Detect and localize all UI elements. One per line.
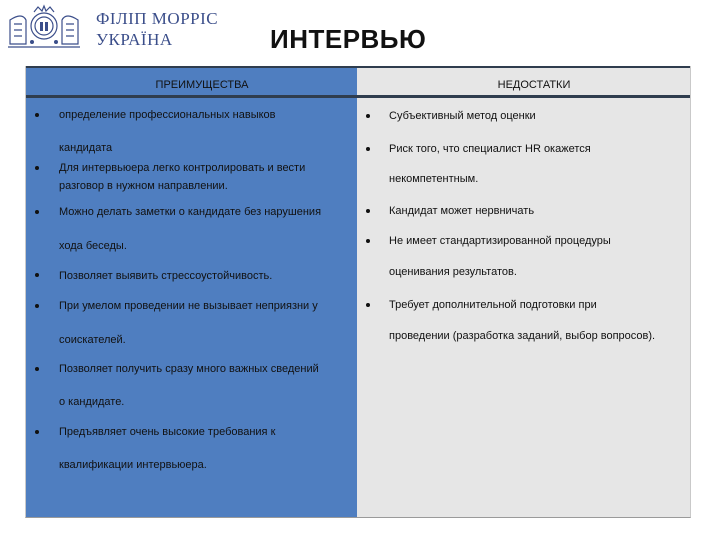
- header-rule: [26, 95, 690, 98]
- cons-header: НЕДОСТАТКИ: [497, 79, 571, 91]
- pros-line: определение профессиональных навыков: [59, 109, 276, 121]
- pros-line: разговор в нужном направлении.: [59, 180, 228, 192]
- logo-wordmark: [96, 8, 218, 50]
- cons-line: Субъективный метод оценки: [389, 110, 536, 122]
- pros-header: ПРЕИМУЩЕСТВА: [155, 79, 249, 91]
- cons-bullet: [366, 303, 370, 307]
- pros-line: соискателей.: [59, 334, 126, 346]
- company-logo: [4, 4, 219, 54]
- pros-line: хода беседы.: [59, 240, 127, 252]
- pros-line: При умелом проведении не вызывает неприязни у: [59, 300, 318, 312]
- pros-bullet: [35, 304, 39, 308]
- pros-line: Для интервьюера легко контролировать и вести: [59, 162, 306, 174]
- cons-line: Риск того, что специалист HR окажется: [389, 143, 591, 155]
- cons-line: оценивания результатов.: [389, 266, 517, 278]
- cons-line: проведении (разработка заданий, выбор вопросов).: [389, 330, 656, 342]
- pros-bullet: [35, 113, 39, 117]
- pros-line: квалификации интервьюера.: [59, 459, 207, 471]
- pros-bullet: [35, 430, 39, 434]
- cons-line: Кандидат может нервничать: [389, 205, 535, 217]
- cons-bullet: [366, 114, 370, 118]
- pros-bullet: [35, 210, 39, 214]
- pros-cons-table: [25, 66, 691, 518]
- pros-column: [26, 66, 357, 517]
- cons-bullet: [366, 147, 370, 151]
- pros-bullet: [35, 166, 39, 170]
- pros-line: Предъявляет очень высокие требования к: [59, 426, 276, 438]
- cons-bullet: [366, 239, 370, 243]
- pros-line: Позволяет получить сразу много важных сведений: [59, 363, 319, 375]
- pros-bullet: [35, 367, 39, 371]
- logo-line-2: УКРАЇНА: [96, 30, 173, 49]
- table-top-rule: [26, 66, 690, 68]
- pros-bullet: [35, 273, 39, 277]
- logo-line-1: ФІЛІП МОРРІС: [96, 9, 219, 28]
- cons-line: Требует дополнительной подготовки при: [389, 299, 597, 311]
- cons-line: Не имеет стандартизированной процедуры: [389, 235, 611, 247]
- philip-morris-crest-icon: [4, 4, 84, 50]
- cons-column: [357, 66, 690, 517]
- pros-line: о кандидате.: [59, 396, 125, 408]
- pros-line: Можно делать заметки о кандидате без нарушения: [59, 206, 322, 218]
- pros-line: кандидата: [59, 142, 113, 154]
- page-title: ИНТЕРВЬЮ: [270, 24, 427, 54]
- cons-line: некомпетентным.: [389, 173, 479, 185]
- cons-bullet: [366, 209, 370, 213]
- pros-line: Позволяет выявить стрессоустойчивость.: [59, 270, 273, 282]
